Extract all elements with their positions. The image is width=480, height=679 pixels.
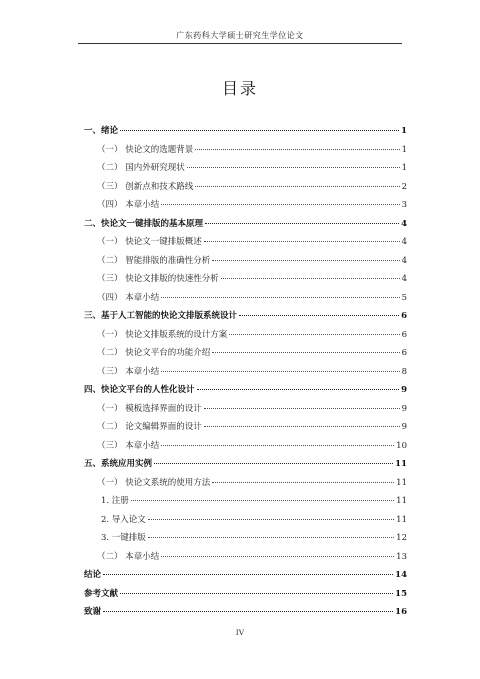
toc-entry[interactable] — [84, 307, 407, 326]
toc-entry-label: （二） 国内外研究现状 — [97, 163, 185, 173]
toc-entry-page: 9 — [401, 422, 407, 432]
toc-entry[interactable] — [84, 603, 407, 622]
toc-entry-page: 14 — [395, 570, 407, 580]
toc-leader-dots — [154, 463, 393, 464]
toc-entry[interactable] — [84, 233, 407, 252]
toc-leader-dots — [131, 500, 394, 501]
toc-entry-label: 三、基于人工智能的快论文排版系统设计 — [84, 311, 238, 321]
toc-entry-label: 参考文献 — [84, 588, 119, 599]
toc-entry[interactable] — [84, 215, 407, 234]
toc-entry[interactable] — [84, 159, 407, 178]
toc-leader-dots — [148, 519, 394, 520]
running-header: 广东药科大学硕士研究生学位论文 — [176, 31, 304, 40]
toc-leader-dots — [120, 130, 399, 131]
toc-entry-label: 1. 注册 — [101, 496, 129, 506]
toc-entry-page: 3 — [401, 200, 407, 210]
toc-entry[interactable] — [84, 381, 407, 400]
toc-leader-dots — [161, 445, 394, 446]
toc-leader-dots — [205, 223, 399, 224]
toc-leader-dots — [239, 315, 399, 316]
toc-leader-dots — [148, 537, 394, 538]
toc-entry-label: 二、快论文一键排版的基本原理 — [84, 218, 204, 229]
page-number: IV — [235, 628, 245, 637]
table-of-contents — [84, 122, 407, 622]
toc-leader-dots — [229, 334, 399, 335]
toc-entry[interactable] — [84, 270, 407, 289]
toc-leader-dots — [161, 556, 394, 557]
toc-entry[interactable] — [84, 566, 407, 585]
toc-entry-label: 五、系统应用实例 — [84, 459, 153, 469]
toc-entry-page: 11 — [396, 514, 407, 525]
toc-entry[interactable] — [84, 511, 407, 530]
toc-entry-label: （一） 快论文排版系统的设计方案 — [97, 329, 228, 340]
toc-entry[interactable] — [84, 363, 407, 382]
toc-entry[interactable] — [84, 122, 407, 141]
toc-entry-page: 4 — [401, 218, 407, 229]
toc-leader-dots — [212, 352, 399, 353]
toc-entry-page: 6 — [401, 348, 407, 358]
toc-entry-label: （四） 本章小结 — [97, 292, 160, 303]
toc-entry[interactable] — [84, 344, 407, 363]
header-rule — [78, 43, 402, 44]
toc-entry[interactable] — [84, 492, 407, 511]
toc-leader-dots — [161, 204, 399, 205]
toc-entry-page: 1 — [401, 126, 407, 136]
toc-entry[interactable] — [84, 141, 407, 160]
toc-entry-label: （三） 快论文排版的快速性分析 — [97, 274, 219, 284]
toc-entry[interactable] — [84, 418, 407, 437]
toc-leader-dots — [195, 186, 399, 187]
toc-entry-page: 12 — [396, 533, 407, 543]
toc-entry-label: （二） 快论文平台的功能介绍 — [97, 348, 211, 358]
toc-entry-page: 9 — [401, 385, 407, 395]
toc-entry[interactable] — [84, 529, 407, 548]
toc-leader-dots — [103, 574, 393, 575]
toc-entry-label: （四） 本章小结 — [97, 200, 160, 210]
toc-entry[interactable] — [84, 252, 407, 271]
toc-entry-page: 11 — [395, 459, 407, 469]
toc-entry-page: 13 — [396, 551, 407, 562]
toc-leader-dots — [204, 426, 400, 427]
toc-entry-page: 9 — [401, 403, 407, 414]
toc-entry[interactable] — [84, 437, 407, 456]
toc-leader-dots — [161, 371, 399, 372]
toc-entry-page: 10 — [396, 440, 407, 451]
toc-entry-label: （二） 本章小结 — [97, 551, 160, 562]
toc-leader-dots — [221, 278, 400, 279]
toc-entry-label: （一） 模板选择界面的设计 — [97, 403, 202, 414]
toc-entry[interactable] — [84, 455, 407, 474]
toc-entry-label: 结论 — [84, 570, 102, 580]
toc-leader-dots — [212, 482, 394, 483]
toc-entry-label: 一、绪论 — [84, 126, 119, 136]
toc-entry[interactable] — [84, 196, 407, 215]
toc-leader-dots — [204, 241, 400, 242]
toc-leader-dots — [120, 593, 393, 594]
toc-entry-label: （三） 本章小结 — [97, 440, 160, 451]
toc-entry-page: 2 — [401, 181, 407, 192]
toc-entry-label: （二） 论文编辑界面的设计 — [97, 422, 202, 432]
toc-entry[interactable] — [84, 289, 407, 308]
toc-entry-page: 16 — [395, 607, 407, 617]
toc-entry-page: 8 — [401, 366, 407, 377]
toc-entry-page: 1 — [401, 163, 407, 173]
toc-entry-page: 11 — [396, 496, 407, 506]
toc-entry-page: 15 — [395, 588, 407, 599]
toc-entry-page: 11 — [396, 477, 407, 488]
toc-entry-page: 5 — [401, 292, 407, 303]
toc-entry-page: 4 — [401, 274, 407, 284]
toc-entry-label: （一） 快论文一键排版概述 — [97, 237, 202, 247]
toc-entry-label: （一） 快论文系统的使用方法 — [97, 477, 211, 488]
toc-entry-label: 四、快论文平台的人性化设计 — [84, 385, 195, 395]
toc-entry-label: 3. 一键排版 — [101, 533, 146, 543]
toc-leader-dots — [187, 167, 400, 168]
toc-leader-dots — [204, 408, 400, 409]
toc-entry[interactable] — [84, 474, 407, 493]
toc-entry-label: （三） 本章小结 — [97, 366, 160, 377]
toc-entry-label: （一） 快论文的选题背景 — [97, 144, 194, 155]
toc-entry-label: 致谢 — [84, 607, 102, 617]
toc-leader-dots — [161, 297, 399, 298]
toc-entry-page: 6 — [401, 329, 407, 340]
toc-entry-label: （三） 创新点和技术路线 — [97, 181, 194, 192]
toc-entry[interactable] — [84, 326, 407, 345]
toc-entry-page: 6 — [401, 311, 407, 321]
toc-entry[interactable] — [84, 400, 407, 419]
toc-leader-dots — [212, 260, 399, 261]
toc-entry[interactable] — [84, 548, 407, 567]
toc-entry-label: （二） 智能排版的准确性分析 — [97, 255, 211, 266]
toc-leader-dots — [195, 149, 399, 150]
toc-leader-dots — [197, 389, 400, 390]
page-title: 目录 — [221, 79, 258, 98]
toc-entry-page: 4 — [401, 255, 407, 266]
toc-entry[interactable] — [84, 178, 407, 197]
toc-entry-label: 2. 导入论文 — [101, 514, 146, 525]
toc-entry-page: 1 — [401, 144, 407, 155]
toc-entry[interactable] — [84, 585, 407, 604]
toc-entry-page: 4 — [401, 237, 407, 247]
toc-leader-dots — [103, 611, 393, 612]
